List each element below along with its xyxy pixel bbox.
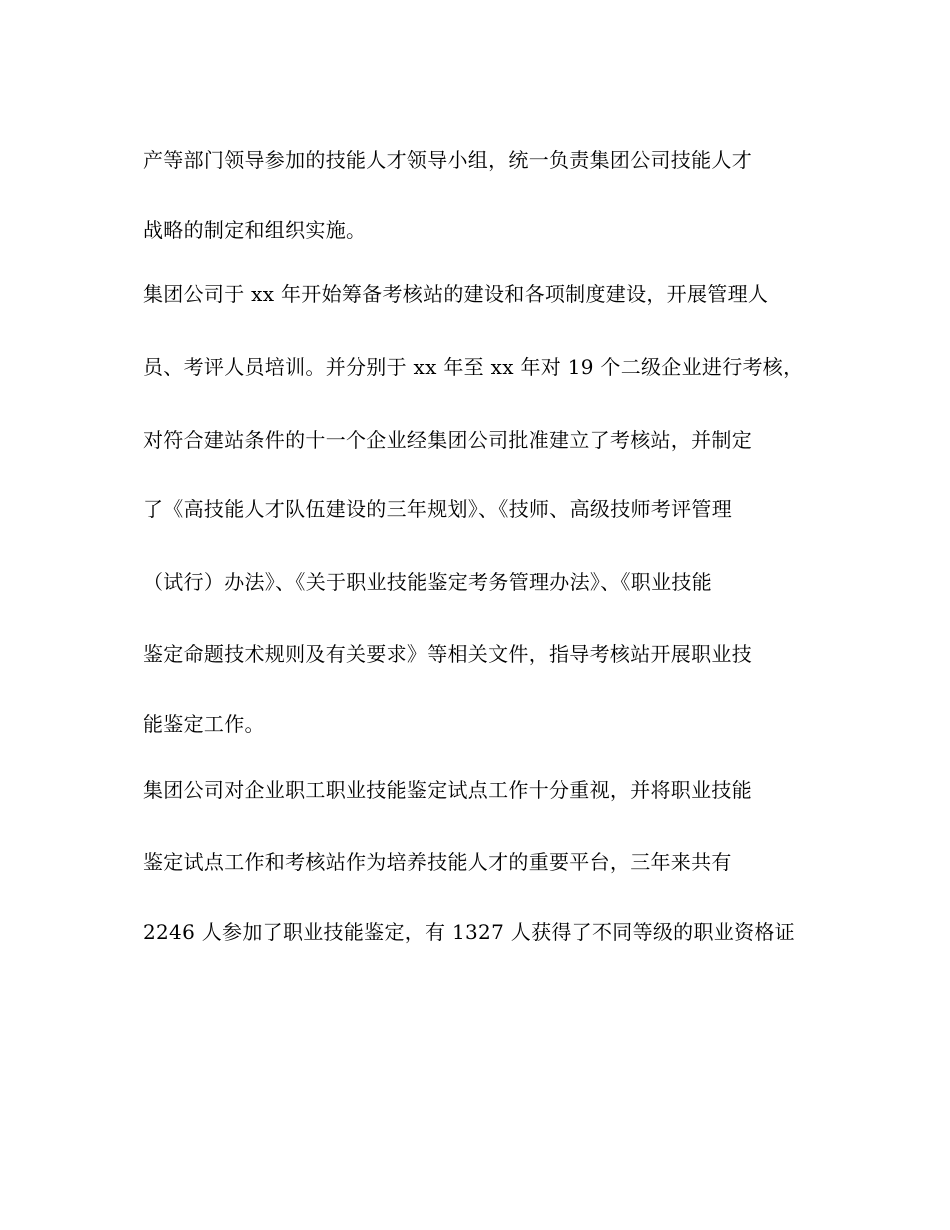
text-line: 鉴定命题技术规则及有关要求》等相关文件，指导考核站开展职业技	[143, 642, 752, 666]
text-line: 2246 人参加了职业技能鉴定，有 1327 人获得了不同等级的职业资格证	[143, 920, 795, 944]
text-line: 了《高技能人才队伍建设的三年规划》、《技师、高级技师考评管理	[143, 497, 732, 521]
text-line: 能鉴定工作。	[143, 712, 265, 736]
text-line: 对符合建站条件的十一个企业经集团公司批准建立了考核站，并制定	[143, 428, 752, 452]
text-line: 集团公司于 xx 年开始筹备考核站的建设和各项制度建设，开展管理人	[143, 282, 769, 306]
text-line: 鉴定试点工作和考核站作为培养技能人才的重要平台，三年来共有	[143, 850, 732, 874]
text-line: 员、考评人员培训。并分别于 xx 年至 xx 年对 19 个二级企业进行考核，	[143, 355, 804, 379]
text-line: 集团公司对企业职工职业技能鉴定试点工作十分重视，并将职业技能	[143, 778, 752, 802]
text-line: 产等部门领导参加的技能人才领导小组，统一负责集团公司技能人才	[143, 148, 752, 172]
text-line: （试行）办法》、《关于职业技能鉴定考务管理办法》、《职业技能	[143, 570, 712, 594]
text-line: 战略的制定和组织实施。	[143, 218, 367, 242]
